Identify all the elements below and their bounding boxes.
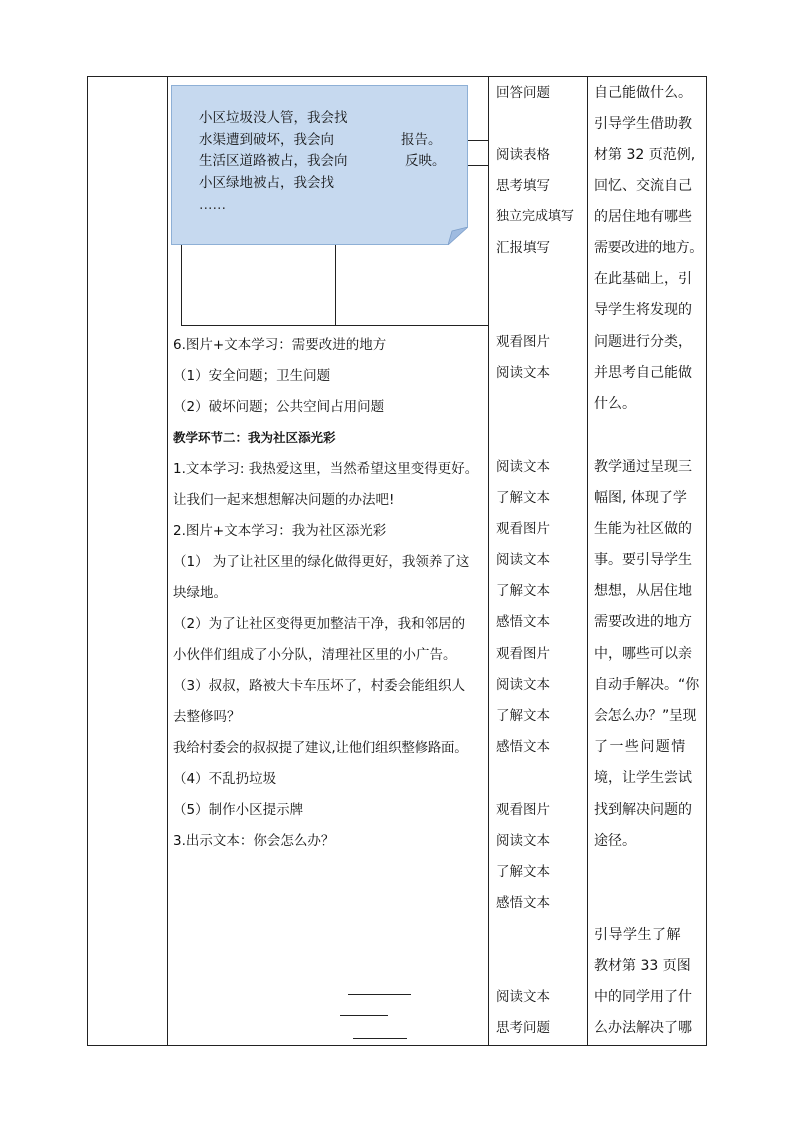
table-top-border bbox=[87, 76, 707, 77]
activity: 阅读表格 bbox=[496, 147, 550, 163]
inner-table-top-right bbox=[468, 140, 488, 141]
note-folded-corner-icon bbox=[448, 227, 468, 245]
note-text: 需要改进的地方 bbox=[594, 614, 692, 630]
note-line-5: …… bbox=[199, 197, 226, 213]
inner-table-middle bbox=[335, 240, 336, 325]
note-text: 的居住地有哪些 bbox=[594, 209, 692, 225]
inner-table-left bbox=[181, 240, 182, 325]
note-text: 生能为社区做的 bbox=[594, 521, 692, 537]
note-text: 问题进行分类， bbox=[594, 334, 692, 350]
p1-line-a: 1.文本学习: 我热爱这里，当然希望这里变得更好。 bbox=[173, 461, 479, 477]
note-line-3-end: 反映。 bbox=[405, 153, 446, 169]
note-text: 了 一 些 问 题 情 bbox=[594, 739, 684, 755]
column-divider-2 bbox=[488, 76, 489, 1046]
activity: 感悟文本 bbox=[496, 739, 550, 755]
note-text: 什么。 bbox=[594, 396, 636, 412]
note-text: 中，哪些可以亲 bbox=[594, 646, 692, 662]
blank-line-1 bbox=[348, 994, 411, 995]
activity: 了解文本 bbox=[496, 864, 550, 880]
activity: 独立完成填写 bbox=[496, 209, 575, 224]
p3-title: 3.出示文本：你会怎么办？ bbox=[173, 833, 335, 849]
blank-line-3 bbox=[353, 1038, 407, 1039]
note-text: 教材第 33 页图 bbox=[594, 958, 691, 974]
p2-title: 2.图片+文本学习：我为社区添光彩 bbox=[173, 523, 387, 539]
activity: 观看图片 bbox=[496, 802, 550, 818]
table-left-border bbox=[87, 76, 88, 1046]
activity: 汇报填写 bbox=[496, 240, 550, 256]
inner-table-bottom bbox=[181, 325, 488, 326]
p2-item-5: （5）制作小区提示牌 bbox=[173, 802, 304, 818]
note-text: 途径。 bbox=[594, 833, 636, 849]
p2-item-2a: （2）为了让社区变得更加整洁干净，我和邻居的 bbox=[173, 616, 466, 632]
p2-item-3c: 我给村委会的叔叔提了建议,让他们组织整修路面。 bbox=[173, 740, 468, 756]
note-text: 引导学生了解 bbox=[594, 927, 681, 943]
activity: 阅读文本 bbox=[496, 365, 550, 381]
activity: 感悟文本 bbox=[496, 895, 550, 911]
s6-title: 6.图片+文本学习：需要改进的地方 bbox=[173, 337, 387, 353]
activity: 阅读文本 bbox=[496, 552, 550, 568]
activity: 观看图片 bbox=[496, 521, 550, 537]
column-divider-3 bbox=[587, 76, 588, 1046]
p2-item-3b: 去整修吗？ bbox=[173, 709, 241, 725]
activity: 观看图片 bbox=[496, 334, 550, 350]
note-text: 引导学生借助教 bbox=[594, 116, 692, 132]
note-text: 找到解决问题的 bbox=[594, 802, 692, 818]
note-line-3: 生活区道路被占，我会向 bbox=[199, 153, 348, 169]
sticky-note bbox=[171, 85, 468, 245]
activity: 观看图片 bbox=[496, 646, 550, 662]
note-text: 想想，从居住地 bbox=[594, 583, 692, 599]
activity: 了解文本 bbox=[496, 490, 550, 506]
note-text: 境，让学生尝试 bbox=[594, 770, 692, 786]
p2-item-2b: 小伙伴们组成了小分队，清理社区里的小广告。 bbox=[173, 647, 457, 663]
p2-item-3a: （3）叔叔，路被大卡车压坏了，村委会能组织人 bbox=[173, 678, 466, 694]
activity: 阅读文本 bbox=[496, 677, 550, 693]
p2-item-1a: （1） 为了让社区里的绿化做得更好，我领养了这 bbox=[173, 554, 470, 570]
note-text: 会怎么办？”呈现 bbox=[594, 708, 697, 724]
inner-table-mid-right bbox=[468, 165, 488, 166]
note-text: 幅图, 体现了学 bbox=[594, 490, 687, 506]
note-text: 在此基础上，引 bbox=[594, 271, 692, 287]
note-text: 自动手解决。“你 bbox=[594, 677, 700, 693]
note-line-4: 小区绿地被占，我会找 bbox=[199, 175, 334, 191]
column-divider-1 bbox=[167, 76, 168, 1046]
note-text: 材第 32 页范例, bbox=[594, 147, 696, 163]
note-line-2: 水渠遭到破坏，我会向 bbox=[199, 132, 334, 148]
activity: 了解文本 bbox=[496, 583, 550, 599]
activity: 回答问题 bbox=[496, 85, 550, 101]
note-text: 导学生将发现的 bbox=[594, 302, 692, 318]
s6-item-2: （2）破坏问题；公共空间占用问题 bbox=[173, 399, 385, 415]
activity: 了解文本 bbox=[496, 708, 550, 724]
note-text: 回忆、交流自己 bbox=[594, 178, 692, 194]
activity: 阅读文本 bbox=[496, 459, 550, 475]
p2-item-4: （4）不乱扔垃圾 bbox=[173, 771, 277, 787]
blank-line-2 bbox=[340, 1015, 388, 1016]
p1-line-b: 让我们一起来想想解决问题的办法吧! bbox=[173, 492, 395, 508]
note-text: 自己能做什么。 bbox=[594, 85, 692, 101]
activity: 阅读文本 bbox=[496, 989, 550, 1005]
note-line-1: 小区垃圾没人管，我会找 bbox=[199, 110, 348, 126]
note-line-2-end: 报告。 bbox=[401, 132, 442, 148]
note-text: 教学通过呈现三 bbox=[594, 459, 692, 475]
s6-item-1: （1）安全问题；卫生问题 bbox=[173, 368, 331, 384]
activity: 思考填写 bbox=[496, 178, 550, 194]
table-right-border bbox=[706, 76, 707, 1046]
note-text: 事。要引导学生 bbox=[594, 552, 692, 568]
note-text: 么办法解决了哪 bbox=[594, 1020, 692, 1036]
activity: 感悟文本 bbox=[496, 614, 550, 630]
note-text: 需要改进的地方。 bbox=[594, 240, 703, 256]
activity: 阅读文本 bbox=[496, 833, 550, 849]
note-text: 中的同学用了什 bbox=[594, 989, 692, 1005]
activity: 思考问题 bbox=[496, 1020, 550, 1036]
note-text: 并思考自己能做 bbox=[594, 365, 692, 381]
p2-item-1b: 块绿地。 bbox=[173, 585, 227, 601]
section-2-title: 教学环节二：我为社区添光彩 bbox=[173, 430, 336, 445]
table-bottom-border bbox=[87, 1045, 707, 1046]
